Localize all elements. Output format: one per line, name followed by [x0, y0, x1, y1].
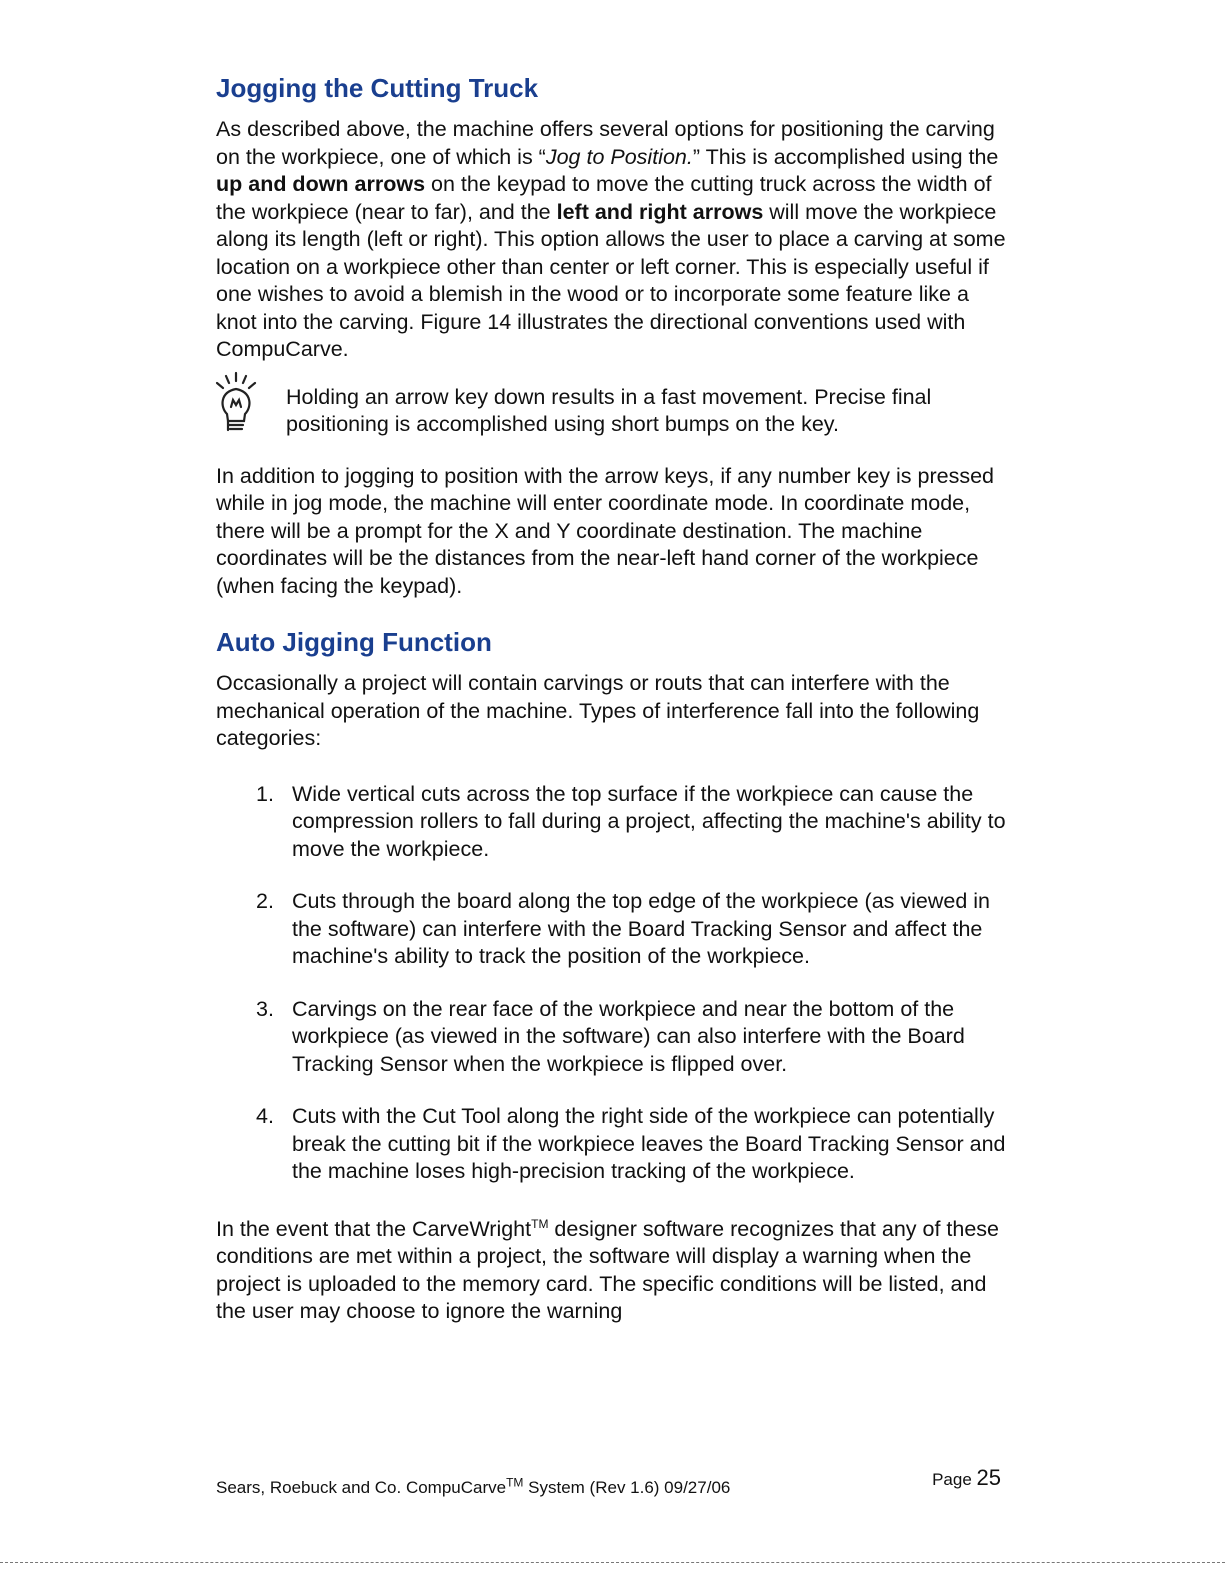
tip-note: [216, 384, 1006, 439]
footer-left: Sears, Roebuck and Co. CompuCarve™ System (Rev 1.6) 09/27/06: [216, 1475, 731, 1497]
list-item: 1. Wide vertical cuts across the top surface if the workpiece can cause the compression rollers to fall during a project, affecting the machine's ability to move the workpiece.: [256, 781, 1006, 861]
list-item: 3. Carvings on the rear face of the workpiece and near the bottom of the workpiece (as viewed in the software) can also interfere with the Board Tracking Sensor when the workpiece is flipped over.: [256, 996, 965, 1076]
list-item: 4. Cuts with the Cut Tool along the right side of the workpiece can potentially break the cutting bit if the workpiece leaves the Board Tracking Sensor and the machine loses high-precision tracking of the workpiece.: [256, 1104, 1006, 1183]
paragraph-jogging-description: As described above, the machine offers several options for positioning the carving on the workpiece, one of which is “Jog to Position.” This is accomplished using the up and down arrows on the keypad to move the cutting truck across the width of the workpiece (near to far), and the left and right arrows will move the workpiece along its length (left or right). This option allows the user to place a carving at some location on a workpiece other than center or left corner. This is especially useful if one wishes to avoid a blemish in the wood or to incorporate some feature like a knot into the carving. Figure 14 illustrates the directional conventions used with CompuCarve.: [216, 117, 1006, 361]
paragraph-warning-closing: In the event that the CarveWright™ designer software recognizes that any of these conditions are met within a project, the software will display a warning when the project is uploaded to the memory card. The specific conditions will be listed, and the user may choose to ignore the warning: [216, 1216, 1000, 1324]
section-heading-auto-jigging: Auto Jigging Function: [216, 627, 492, 657]
paragraph-coordinate-mode: In addition to jogging to position with the arrow keys, if any number key is pressed while in jog mode, the machine will enter coordinate mode. In coordinate mode, there will be a prompt for the X and Y coordinate destination. The machine coordinates will be the distances from the near-left hand corner of the workpiece (when facing the keypad).: [216, 463, 994, 598]
page-number: Page 25: [932, 1465, 1001, 1490]
lightbulb-icon: [206, 370, 266, 436]
page-footer: [216, 1465, 1001, 1500]
section-heading-jogging: Jogging the Cutting Truck: [216, 73, 539, 103]
document-page: [216, 70, 1006, 1326]
paragraph-interference-intro: Occasionally a project will contain carvings or routs that can interfere with the mechanical operation of the machine. Types of interference fall into the following categories:: [216, 671, 980, 750]
bottom-dashed-rule: [0, 1562, 1225, 1563]
interference-category-list: [216, 781, 1006, 1186]
list-item: 2. Cuts through the board along the top edge of the workpiece (as viewed in the software) can interfere with the Board Tracking Sensor and affect the machine's ability to track the position of the workpiece.: [256, 889, 991, 968]
tip-text: Holding an arrow key down results in a fast movement. Precise final positioning is accomplished using short bumps on the key.: [286, 384, 932, 436]
